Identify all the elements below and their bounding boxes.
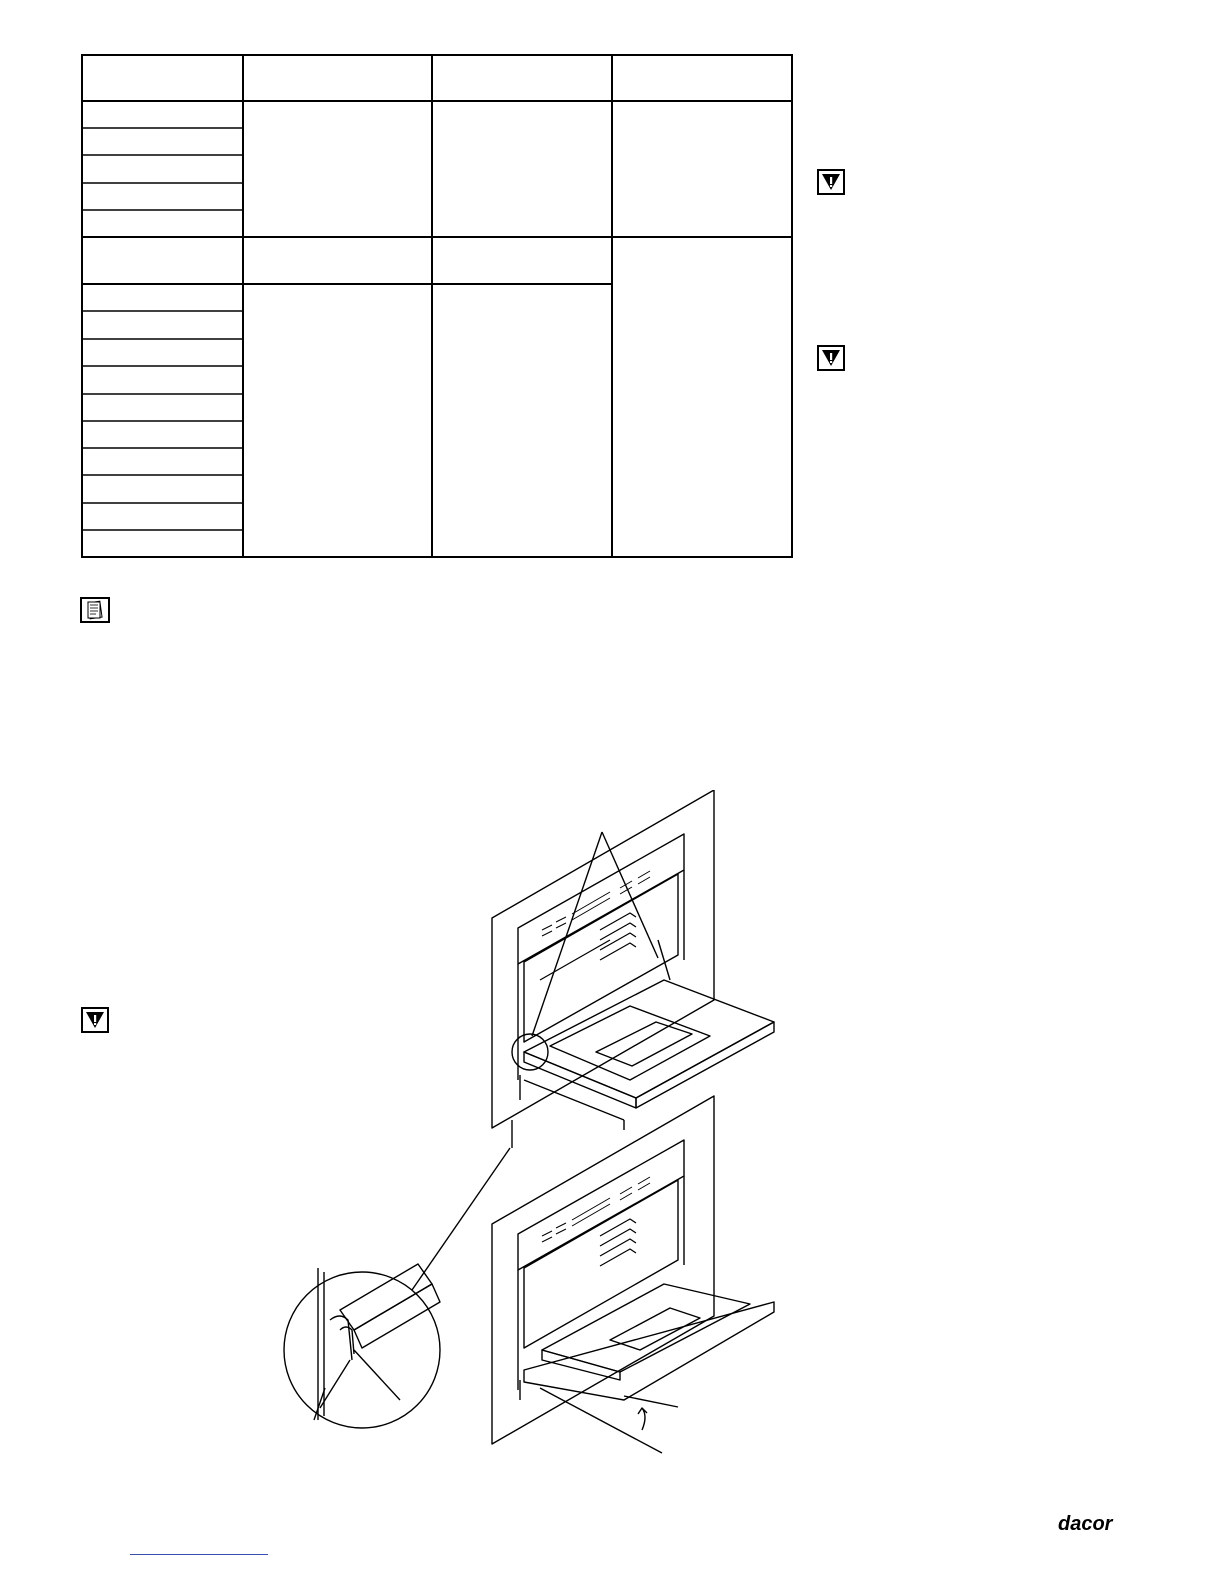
spec-table [81, 54, 793, 558]
warning-icon [817, 169, 845, 195]
oven-door-illustration [280, 790, 780, 1460]
warning-icon [81, 1007, 109, 1033]
footer-link-underline[interactable] [130, 1554, 268, 1555]
brand-logo: dacor [1058, 1513, 1113, 1535]
warning-icon [817, 345, 845, 371]
note-icon [80, 597, 110, 623]
